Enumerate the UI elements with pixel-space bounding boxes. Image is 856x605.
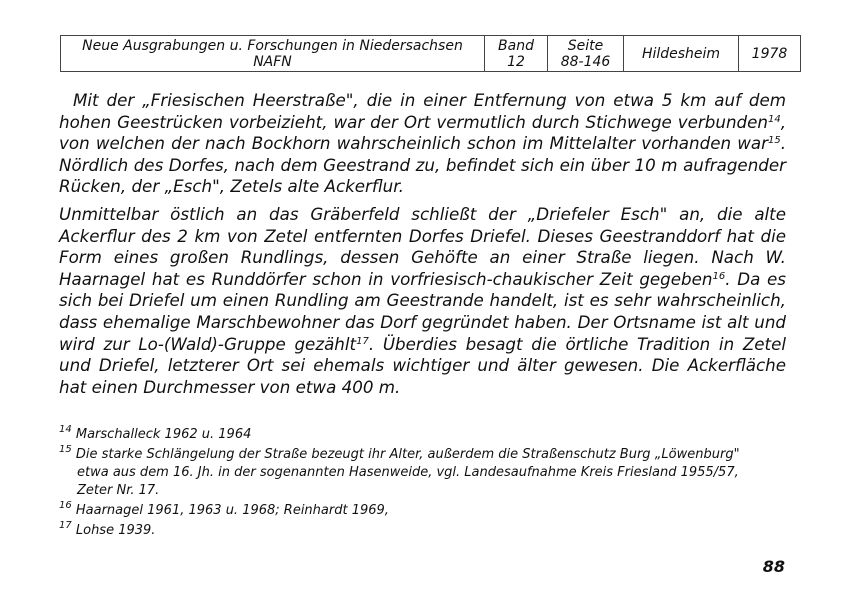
footnote-ref-16: 16 xyxy=(712,270,726,282)
footnote-ref-15: 15 xyxy=(767,135,781,147)
paragraph-1-part-1: Mit der „Friesischen Heerstraße", die in einer Entfernung von etwa 5 km auf dem hohen Geestrücken vorbeizieht, war der Ort vermutlich durch Stichwege verbunden xyxy=(59,90,786,132)
seite-value: 88-146 xyxy=(560,53,611,70)
footnote-number: 14 xyxy=(59,424,72,435)
place-cell xyxy=(624,36,739,72)
band-label: Band xyxy=(498,37,534,54)
footnote-15 xyxy=(59,446,759,500)
footnote-number: 17 xyxy=(59,520,72,531)
page-number: 88 xyxy=(762,557,785,576)
footnote-14 xyxy=(59,426,759,444)
footnote-text: Marschalleck 1962 u. 1964 xyxy=(75,427,252,442)
publication-year: 1978 xyxy=(751,45,788,62)
footnote-16 xyxy=(59,502,759,520)
footnote-number: 16 xyxy=(59,500,72,511)
publication-cell xyxy=(61,36,485,72)
citation-header-table xyxy=(60,35,801,72)
year-cell xyxy=(739,36,801,72)
footnotes xyxy=(59,426,759,542)
main-text xyxy=(59,90,786,398)
paragraph-2-part-2: . Da es sich bei Driefel um einen Rundling am Geestrande handelt, ist es sehr wahrscheinlich, dass ehemalige Marschbewohner das Dorf gegründet haben. Der Ortsname ist alt und wird zur Lo-(Wald)-Gruppe gezählt xyxy=(59,268,786,354)
seite-label: Seite xyxy=(567,37,604,54)
paragraph-1 xyxy=(59,90,786,198)
footnote-ref-17: 17 xyxy=(356,335,369,347)
seite-cell xyxy=(548,36,624,72)
paragraph-2-part-1: Unmittelbar östlich an das Gräberfeld schließt der „Driefeler Esch" an, die alte Ackerflur des 2 km von Zetel entfernten Dorfes Driefel. Dieses Geestranddorf hat die Form eines großen Rundlings, dessen Gehöfte an einer Straße liegen. Nach W. Haarnagel hat es Runddörfer schon in vorfriesisch-chaukischer Zeit gegeben xyxy=(59,203,786,289)
publication-abbreviation: NAFN xyxy=(253,53,292,70)
footnote-text: Lohse 1939. xyxy=(75,523,156,538)
publication-title: Neue Ausgrabungen u. Forschungen in Niedersachsen xyxy=(82,37,463,54)
footnote-17 xyxy=(59,522,759,540)
footnote-text: Haarnagel 1961, 1963 u. 1968; Reinhardt 1969, xyxy=(75,503,389,518)
paragraph-2-part-3: . Überdies besagt die örtliche Tradition in Zetel und Driefel, letzterer Ort sei ehemals wichtiger und älter gewesen. Die Ackerfläche hat einen Durchmesser von etwa 400 m. xyxy=(59,333,786,397)
footnote-text: Die starke Schlängelung der Straße bezeugt ihr Alter, außerdem die Straßenschutz Burg „Löwenburg" etwa aus dem 16. Jh. in der sogenannten Hasenweide, vgl. Landesaufnahme Kreis Friesland 1955/57, Zeter Nr. 17. xyxy=(75,447,740,498)
paragraph-2 xyxy=(59,204,786,398)
paragraph-1-part-2: , von welchen der nach Bockhorn wahrscheinlich schon im Mittelalter vorhanden war xyxy=(59,111,786,154)
footnote-ref-14: 14 xyxy=(767,113,781,125)
paragraph-1-part-3: . Nördlich des Dorfes, nach dem Geestrand zu, befindet sich ein über 10 m aufragender Rücken, der „Esch", Zetels alte Ackerflur. xyxy=(59,133,786,197)
footnote-number: 15 xyxy=(59,444,72,455)
band-value: 12 xyxy=(507,53,525,70)
band-cell xyxy=(485,36,548,72)
publication-place: Hildesheim xyxy=(641,45,721,62)
